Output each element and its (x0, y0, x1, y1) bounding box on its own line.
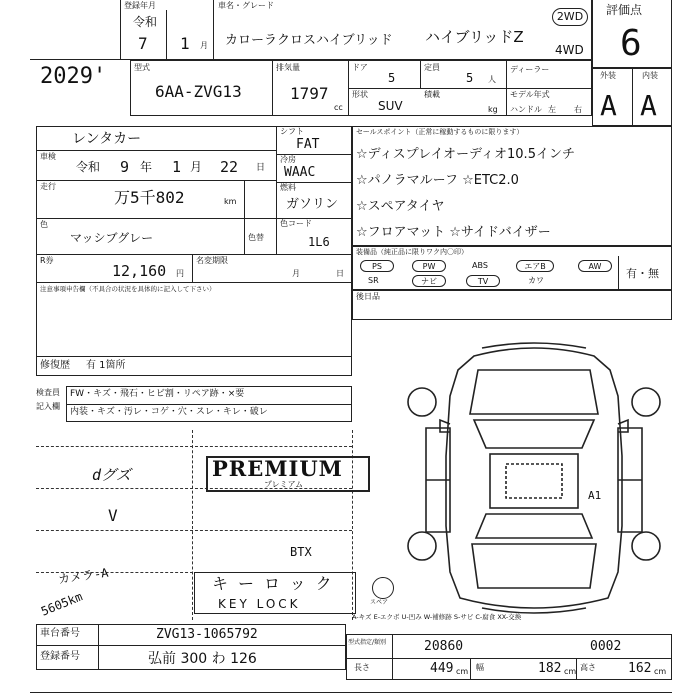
car-name: カローラクロスハイブリッド (225, 33, 393, 48)
hand-note-5: 5605km (38, 589, 85, 619)
model-year-label: モデル年式 (510, 90, 550, 99)
equip-tv: TV (466, 275, 500, 287)
equip-option: 有・無 (626, 267, 659, 280)
shape-value: SUV (378, 99, 403, 113)
inspection-era: 令和 (76, 160, 101, 174)
dims-div-2 (470, 658, 471, 680)
reg-month-unit: 月 (200, 41, 208, 50)
shape-label: 形状 (352, 90, 368, 99)
mileage-value: 万5千802 (114, 188, 185, 207)
info-line-4 (36, 254, 352, 255)
recycle-label: R券 (40, 256, 54, 265)
legend-exterior: FW・キズ・飛石・ヒビ割・リペア跡・×要 (70, 389, 245, 399)
premium-sub: プレミアム (264, 480, 304, 489)
spec-div-1 (272, 60, 273, 116)
equip-ps: PS (360, 260, 394, 272)
capacity-unit: 人 (488, 75, 496, 84)
chassis-label: 車台番号 (40, 628, 80, 639)
plate-value: 弘前 300 わ 126 (148, 651, 257, 667)
keylock-jp: キーロック (212, 574, 342, 593)
key-spare-icon (372, 577, 394, 599)
hand-note-3: BTX (290, 545, 312, 559)
keylock-en: KEY LOCK (218, 597, 301, 611)
inspection-month: 1 (172, 158, 182, 176)
ext-grade: A (600, 89, 617, 122)
handle-left: 左 (548, 105, 556, 114)
dims-height-label: 高さ (580, 663, 596, 672)
dims-frame (346, 634, 672, 680)
door-value: 5 (388, 71, 396, 85)
inspection-year: 9 (120, 158, 130, 176)
diagram-mark-a1: A1 (588, 489, 602, 502)
color-change-label: 色替 (248, 233, 264, 242)
reg-divider (166, 10, 167, 60)
bottom-edge-line (30, 692, 672, 693)
retrofit-frame (352, 290, 672, 320)
equipment-label: 装備品（純正品に限りワク内〇印） (356, 248, 468, 256)
expiry-month: 月 (292, 269, 300, 278)
load-label: 積載 (424, 90, 440, 99)
chassis-value: ZVG13-1065792 (156, 627, 258, 642)
dims-width-label: 幅 (476, 663, 484, 672)
notes-label: 注意事項申告欄（不具合の状況を具体的に記入して下さい） (40, 285, 216, 293)
info-vdiv (276, 126, 277, 218)
info-line-5 (36, 282, 352, 283)
shift-label: シフト (280, 127, 304, 136)
reg-year: 7 (138, 34, 148, 53)
dot-col-1 (192, 430, 193, 620)
equip-abs: ABS (472, 261, 488, 270)
dims-div-1 (392, 634, 393, 680)
sales-label: セールスポイント（正常に稼動するものに限ります） (356, 128, 524, 136)
inspection-month-unit: 月 (190, 160, 203, 174)
model-value: 6AA-ZVG13 (155, 82, 242, 101)
dims-class-code: 0002 (590, 639, 622, 654)
ac-label: 冷房 (280, 155, 296, 164)
hand-note-2: V (108, 506, 118, 525)
recycle-div (192, 254, 193, 282)
dims-height-unit: cm (654, 667, 667, 676)
car-diagram (396, 336, 672, 620)
sales-item-2: ☆パノラマルーフ ☆ETC2.0 (356, 173, 519, 188)
drive-2wd: 2WD (552, 8, 588, 26)
plate-label: 登録番号 (40, 651, 80, 662)
info-line-6 (36, 356, 352, 357)
mileage-label: 走行 (40, 182, 56, 191)
hand-note-4: カメラ-A (57, 565, 110, 587)
inspection-label: 車検 (40, 152, 56, 161)
key-spare-label: スペア (370, 599, 389, 606)
dims-width: 182 (538, 661, 562, 676)
info-line-2 (36, 180, 276, 181)
hand-note-1: dグズ (92, 466, 131, 484)
sales-item-1: ☆ディスプレイオーディオ10.5インチ (356, 147, 575, 162)
inspection-day-unit: 日 (256, 163, 266, 173)
dot-row-1 (36, 446, 352, 447)
dims-length-label: 長さ (354, 663, 370, 672)
repair-label: 修復歴 (40, 360, 70, 371)
dims-mid (346, 658, 672, 659)
recycle-value: 12,160 (112, 262, 167, 280)
cc-unit: cc (334, 103, 343, 112)
spec-div-3 (420, 60, 421, 88)
model-label: 型式 (134, 63, 150, 72)
score-value: 6 (620, 23, 642, 64)
door-label: ドア (352, 63, 368, 72)
equip-pw: PW (412, 260, 446, 272)
shift-value: FAT (296, 137, 320, 152)
int-grade: A (640, 89, 657, 122)
equip-leather: カワ (528, 276, 544, 285)
reg-month: 1 (180, 34, 190, 53)
color-div-2 (276, 218, 277, 254)
premium-label: PREMIUM (212, 456, 343, 481)
equip-aw: AW (578, 260, 612, 272)
score-label: 評価点 (606, 3, 643, 17)
key-legend: A-キズ E-エクボ U-凹み W-補修跡 S-サビ C-腐食 XX-交換 (352, 613, 522, 621)
retrofit-label: 後日品 (356, 292, 380, 301)
dot-row-3 (36, 530, 352, 531)
reg-era: 令和 (133, 15, 158, 29)
dims-length: 449 (430, 661, 454, 676)
grade-div (632, 68, 633, 126)
color-code-label: 色コード (280, 219, 312, 228)
inspection-year-unit: 年 (140, 160, 153, 174)
fuel-value: ガソリン (286, 197, 339, 212)
ext-label: 外装 (600, 71, 616, 80)
equip-sr: SR (368, 276, 379, 285)
spec-mid-line (348, 88, 592, 89)
cc-value: 1797 (290, 84, 329, 103)
color-label: 色 (40, 220, 48, 229)
cc-label: 排気量 (276, 63, 300, 72)
mileage-unit: km (224, 197, 237, 206)
handle-right: 右 (574, 105, 582, 114)
int-label: 内装 (642, 71, 658, 80)
drive-4wd: 4WD (555, 43, 584, 57)
equip-airbag: エアB (516, 260, 554, 272)
dims-code-label: 型式指定/類別 (348, 639, 387, 646)
inspection-day: 22 (220, 158, 239, 176)
legend-mid (66, 404, 352, 405)
color-div (244, 218, 245, 254)
sales-item-4: ☆フロアマット ☆サイドバイザー (356, 225, 551, 240)
expiry-label: 名変期限 (196, 256, 228, 265)
sales-item-3: ☆スペアタイヤ (356, 199, 445, 214)
lot-number: 2029' (40, 64, 107, 89)
capacity-label: 定員 (424, 63, 440, 72)
repair-value: 有 1箇所 (86, 360, 126, 371)
dims-height: 162 (628, 661, 652, 676)
car-grade: ハイブリッドZ (425, 28, 524, 46)
handle-label: ハンドル (510, 105, 542, 114)
capacity-value: 5 (466, 71, 474, 85)
mileage-unit-div (244, 180, 245, 218)
ac-value: WAAC (284, 165, 316, 180)
usage: レンタカー (72, 131, 142, 147)
info-line-1 (36, 150, 276, 151)
legend-interior: 内装・キズ・汚レ・コゲ・穴・スレ・キレ・破レ (70, 407, 268, 417)
recycle-unit: 円 (176, 269, 184, 278)
dims-model-code: 20860 (424, 639, 464, 654)
expiry-day: 日 (336, 269, 344, 278)
equip-div (618, 256, 619, 290)
inspector-label: 検査員記入欄 (36, 388, 60, 411)
reg-label: 登録年月 (124, 1, 156, 10)
color-code: 1L6 (308, 235, 330, 249)
dealer-label: ディーラー (510, 65, 550, 74)
fuel-label: 燃料 (280, 183, 296, 192)
dims-length-unit: cm (456, 667, 469, 676)
car-name-label: 車名・グレード (218, 1, 274, 10)
equip-navi: ナビ (412, 275, 446, 287)
dims-width-unit: cm (564, 667, 577, 676)
load-unit: kg (488, 105, 498, 114)
color-value: マッシブグレー (70, 231, 154, 245)
